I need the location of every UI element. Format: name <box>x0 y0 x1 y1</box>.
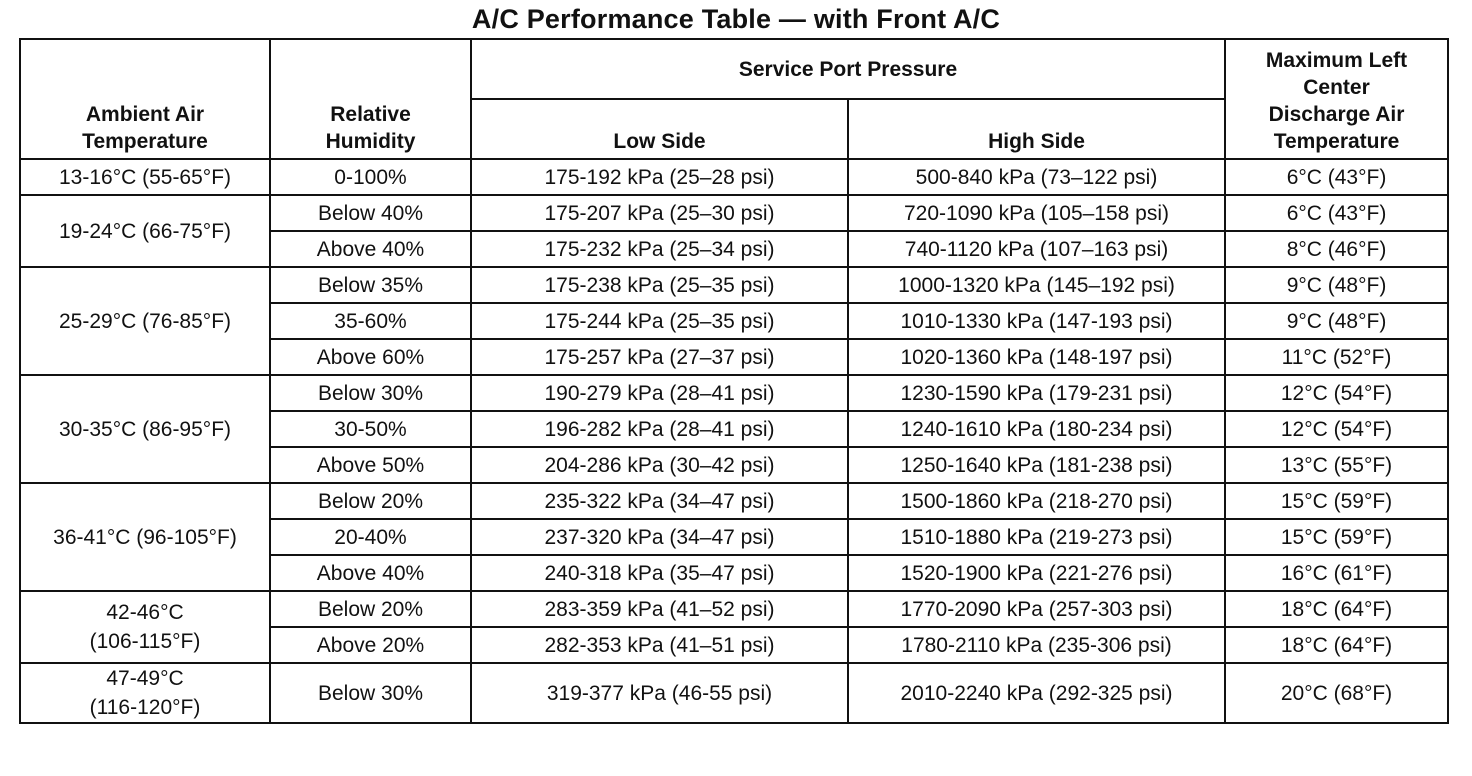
ambient-temperature-text: (116-120°F) <box>89 696 201 719</box>
discharge-temp-cell: 6°C (43°F) <box>1225 159 1448 195</box>
humidity-cell: Below 30% <box>270 663 471 723</box>
humidity-cell: 35-60% <box>270 303 471 339</box>
ambient-temperature-cell <box>20 591 270 663</box>
low-side-cell: 175-238 kPa (25–35 psi) <box>471 267 848 303</box>
ambient-temperature-cell <box>20 159 270 195</box>
ambient-temperature-cell <box>20 483 270 591</box>
discharge-temp-cell: 11°C (52°F) <box>1225 339 1448 375</box>
ambient-header-line: Ambient Air <box>85 103 205 126</box>
ambient-temperature-text: 42-46°C <box>106 601 184 624</box>
discharge-temp-cell: 8°C (46°F) <box>1225 231 1448 267</box>
discharge-header <box>1225 39 1448 159</box>
discharge-temp-cell: 16°C (61°F) <box>1225 555 1448 591</box>
low-side-cell: 175-257 kPa (27–37 psi) <box>471 339 848 375</box>
high-side-cell: 1520-1900 kPa (221-276 psi) <box>848 555 1225 591</box>
humidity-cell: Above 50% <box>270 447 471 483</box>
discharge-header-line: Discharge Air <box>1268 103 1405 126</box>
low-side-cell: 282-353 kPa (41–51 psi) <box>471 627 848 663</box>
high-side-cell: 500-840 kPa (73–122 psi) <box>848 159 1225 195</box>
humidity-cell: Below 40% <box>270 195 471 231</box>
low-side-cell: 196-282 kPa (28–41 psi) <box>471 411 848 447</box>
table-row <box>20 663 1448 723</box>
low-side-header: Low Side <box>471 99 848 159</box>
low-side-cell: 175-207 kPa (25–30 psi) <box>471 195 848 231</box>
discharge-temp-cell: 6°C (43°F) <box>1225 195 1448 231</box>
humidity-cell: Below 20% <box>270 483 471 519</box>
humidity-cell: Above 20% <box>270 627 471 663</box>
discharge-temp-cell: 15°C (59°F) <box>1225 483 1448 519</box>
discharge-temp-cell: 13°C (55°F) <box>1225 447 1448 483</box>
low-side-cell: 175-192 kPa (25–28 psi) <box>471 159 848 195</box>
ambient-temperature-cell <box>20 375 270 483</box>
high-side-cell: 1000-1320 kPa (145–192 psi) <box>848 267 1225 303</box>
low-side-cell: 283-359 kPa (41–52 psi) <box>471 591 848 627</box>
low-side-cell: 237-320 kPa (34–47 psi) <box>471 519 848 555</box>
discharge-header-line: Maximum Left <box>1265 49 1408 72</box>
humidity-header-line: Humidity <box>325 130 416 153</box>
low-side-cell: 190-279 kPa (28–41 psi) <box>471 375 848 411</box>
discharge-temp-cell: 15°C (59°F) <box>1225 519 1448 555</box>
ambient-header <box>20 39 270 159</box>
low-side-cell: 204-286 kPa (30–42 psi) <box>471 447 848 483</box>
high-side-cell: 1010-1330 kPa (147-193 psi) <box>848 303 1225 339</box>
humidity-header-line: Relative <box>330 103 411 126</box>
page-title: A/C Performance Table — with Front A/C <box>471 4 1001 34</box>
ambient-temperature-text: 30-35°C (86-95°F) <box>58 417 232 441</box>
humidity-cell: Below 20% <box>270 591 471 627</box>
discharge-temp-cell: 18°C (64°F) <box>1225 627 1448 663</box>
humidity-cell: Above 40% <box>270 555 471 591</box>
high-side-cell: 740-1120 kPa (107–163 psi) <box>848 231 1225 267</box>
high-side-cell: 1780-2110 kPa (235-306 psi) <box>848 627 1225 663</box>
low-side-cell: 319-377 kPa (46-55 psi) <box>471 663 848 723</box>
service-port-pressure-header: Service Port Pressure <box>471 39 1225 99</box>
high-side-cell: 1510-1880 kPa (219-273 psi) <box>848 519 1225 555</box>
ambient-temperature-text: 47-49°C <box>106 667 184 690</box>
discharge-temp-cell: 18°C (64°F) <box>1225 591 1448 627</box>
humidity-cell: 20-40% <box>270 519 471 555</box>
ambient-temperature-text: (106-115°F) <box>89 630 201 653</box>
table-row <box>20 591 1448 627</box>
header-row-top <box>20 39 1448 99</box>
humidity-header <box>270 39 471 159</box>
table-row <box>20 267 1448 303</box>
high-side-header: High Side <box>848 99 1225 159</box>
table-row <box>20 195 1448 231</box>
humidity-cell: Above 60% <box>270 339 471 375</box>
low-side-cell: 235-322 kPa (34–47 psi) <box>471 483 848 519</box>
high-side-cell: 1770-2090 kPa (257-303 psi) <box>848 591 1225 627</box>
high-side-cell: 1020-1360 kPa (148-197 psi) <box>848 339 1225 375</box>
humidity-cell: Below 30% <box>270 375 471 411</box>
humidity-cell: 0-100% <box>270 159 471 195</box>
ambient-temperature-text: 13-16°C (55-65°F) <box>58 165 232 189</box>
high-side-cell: 1230-1590 kPa (179-231 psi) <box>848 375 1225 411</box>
discharge-header-line: Temperature <box>1273 130 1400 153</box>
ambient-header-line: Temperature <box>82 130 208 153</box>
table-row <box>20 375 1448 411</box>
discharge-temp-cell: 12°C (54°F) <box>1225 375 1448 411</box>
ambient-temperature-cell <box>20 267 270 375</box>
ambient-temperature-text: 36-41°C (96-105°F) <box>53 525 237 549</box>
humidity-cell: 30-50% <box>270 411 471 447</box>
low-side-cell: 240-318 kPa (35–47 psi) <box>471 555 848 591</box>
ac-performance-table <box>19 38 1449 724</box>
table-body <box>20 159 1448 723</box>
low-side-cell: 175-232 kPa (25–34 psi) <box>471 231 848 267</box>
discharge-temp-cell: 12°C (54°F) <box>1225 411 1448 447</box>
high-side-cell: 1240-1610 kPa (180-234 psi) <box>848 411 1225 447</box>
ambient-temperature-cell <box>20 663 270 723</box>
ambient-temperature-text: 25-29°C (76-85°F) <box>58 309 232 333</box>
discharge-temp-cell: 20°C (68°F) <box>1225 663 1448 723</box>
high-side-cell: 1250-1640 kPa (181-238 psi) <box>848 447 1225 483</box>
low-side-cell: 175-244 kPa (25–35 psi) <box>471 303 848 339</box>
ambient-temperature-text: 19-24°C (66-75°F) <box>58 219 232 243</box>
discharge-header-line: Center <box>1303 76 1370 99</box>
table-row <box>20 159 1448 195</box>
humidity-cell: Above 40% <box>270 231 471 267</box>
high-side-cell: 720-1090 kPa (105–158 psi) <box>848 195 1225 231</box>
humidity-cell: Below 35% <box>270 267 471 303</box>
discharge-temp-cell: 9°C (48°F) <box>1225 303 1448 339</box>
ambient-temperature-cell <box>20 195 270 267</box>
high-side-cell: 1500-1860 kPa (218-270 psi) <box>848 483 1225 519</box>
high-side-cell: 2010-2240 kPa (292-325 psi) <box>848 663 1225 723</box>
table-row <box>20 483 1448 519</box>
discharge-temp-cell: 9°C (48°F) <box>1225 267 1448 303</box>
